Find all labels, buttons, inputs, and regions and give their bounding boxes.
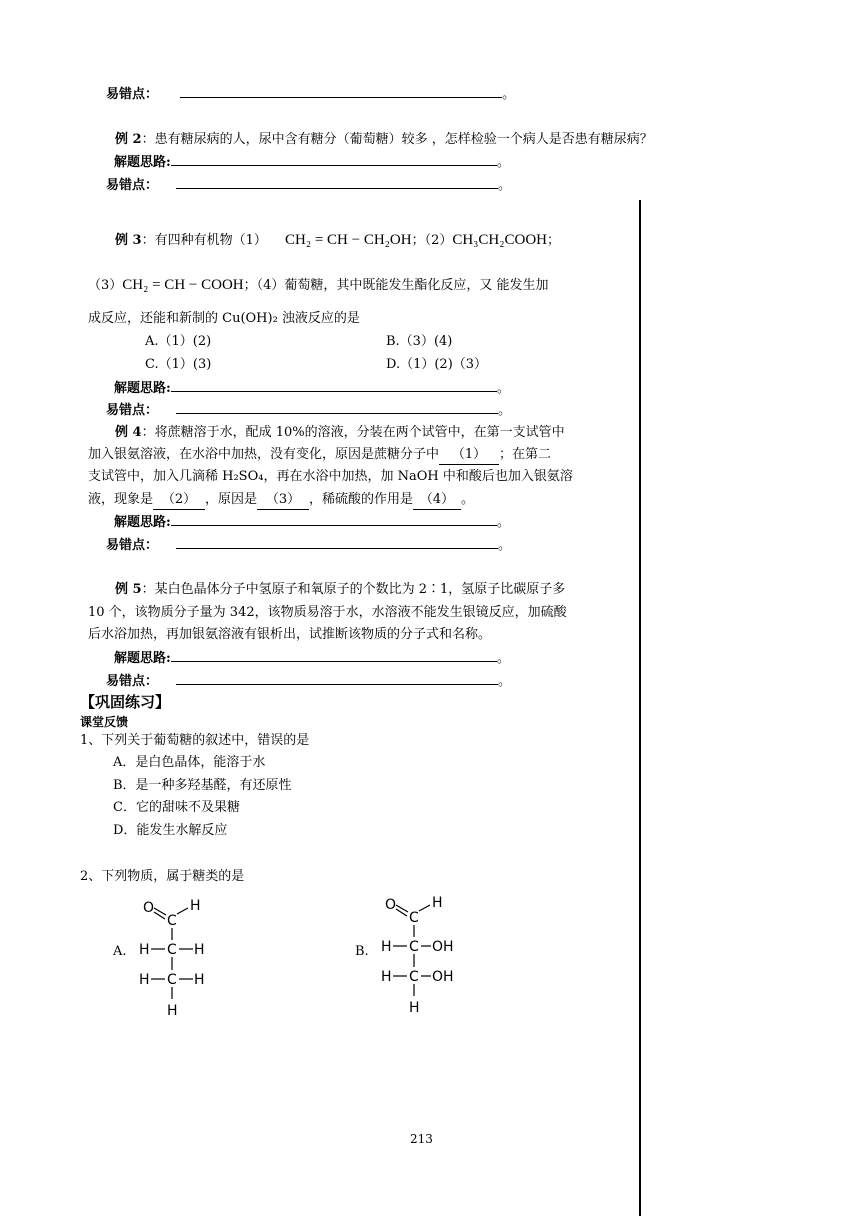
- mol-a-o: O: [143, 900, 155, 916]
- mol-b-c1: C: [409, 910, 419, 926]
- mol-b-oh2: OH: [432, 969, 454, 985]
- example4-line1: 例 4：将蔗糖溶于水，配成 10%的溶液，分装在两个试管中，在第一支试管中: [115, 425, 565, 440]
- mol-a-h1-left: H: [139, 942, 150, 958]
- formula-3: CH₂ = CH − COOH: [122, 277, 244, 293]
- blank-2: （2）: [153, 491, 205, 510]
- mol-a-h-bottom: H: [167, 1003, 178, 1019]
- example3-line1: 例 3：有四种有机物（1） CH₂ = CH − CH₂OH；（2）CH₃CH₂COOH；: [115, 232, 560, 248]
- example5-line1: 例 5：某白色晶体分子中氢原子和氧原子的个数比为 2∶1，氢原子比碳原子多: [115, 582, 566, 597]
- mol-a-c3: C: [167, 972, 177, 988]
- mol-a-h2-left: H: [139, 972, 150, 988]
- mol-b-h2-left: H: [381, 969, 392, 985]
- mol-b-h-top: H: [432, 895, 443, 911]
- example2-approach: 解题思路: 。: [114, 155, 510, 170]
- example2-mistakes: 易错点： 。: [106, 178, 512, 193]
- example4-label: 例 4: [115, 425, 142, 440]
- question-1: 1、下列关于葡萄糖的叙述中，错误的是: [80, 733, 310, 748]
- example2-label: 例 2: [115, 132, 142, 147]
- mol-b-h-bottom: H: [409, 1000, 420, 1016]
- mistakes-label: 易错点：: [106, 87, 159, 102]
- mol-a-h1-right: H: [194, 942, 205, 958]
- page-number: 213: [410, 1132, 433, 1146]
- example5-mistakes: 易错点： 。: [106, 674, 512, 689]
- example3-option-b: B.（3）(4): [386, 334, 453, 349]
- example3-option-d: D.（1）(2)（3）: [386, 357, 488, 372]
- example3-option-a: A.（1）(2): [145, 334, 212, 349]
- q1-option-d: D．能发生水解反应: [113, 823, 228, 838]
- blank-4: （4）: [413, 491, 461, 510]
- q1-option-b: B．是一种多羟基醛，有还原性: [113, 778, 292, 793]
- question-2: 2、下列物质，属于糖类的是: [80, 869, 245, 884]
- example4-line2: 加入银氨溶液，在水浴中加热，没有变化，原因是蔗糖分子中 （1） ；在第二: [88, 446, 551, 465]
- example3-option-c: C.（1）(3): [145, 357, 212, 372]
- example5-line2: 10 个，该物质分子量为 342，该物质易溶于水，水溶液不能发生银镜反应，加硫酸: [88, 605, 567, 620]
- q1-option-a: A．是白色晶体，能溶于水: [113, 755, 266, 770]
- q1-option-c: C．它的甜味不及果糖: [113, 800, 240, 815]
- margin-rule: [639, 200, 641, 1216]
- mol-b-o: O: [385, 897, 397, 913]
- mol-a-c1: C: [167, 913, 177, 929]
- molecule-b-diagram: [377, 890, 467, 1018]
- example3-mistakes: 易错点： 。: [106, 403, 512, 418]
- mol-b-c3: C: [409, 969, 419, 985]
- mol-b-oh1: OH: [432, 939, 454, 955]
- example5-label: 例 5: [115, 582, 142, 597]
- formula-2: CH₃CH₂COOH: [452, 232, 547, 248]
- example3-line2: （3）CH₂ = CH − COOH；（4）葡萄糖，其中既能发生酯化反应，又 能发生加: [88, 277, 549, 293]
- blank-3: （3）: [257, 491, 309, 510]
- example2-question: 例 2：患有糖尿病的人，尿中含有糖分（葡萄糖）较多 ，怎样检验一个病人是否患有糖尿病？: [115, 132, 653, 147]
- practice-heading: 【巩固练习】: [80, 693, 171, 711]
- example5-approach: 解题思路: 。: [114, 651, 510, 666]
- molecule-a-diagram: [135, 893, 225, 1021]
- example4-approach: 解题思路: 。: [114, 515, 510, 530]
- example5-line3: 后水浴加热，再加银氨溶液有银析出，试推断该物质的分子式和名称。: [88, 627, 492, 642]
- example3-approach: 解题思路: 。: [114, 381, 510, 396]
- mol-a-c2: C: [167, 942, 177, 958]
- example3-label: 例 3: [115, 233, 142, 248]
- blank-1: （1）: [439, 446, 499, 465]
- q2-option-a-label: A.: [113, 944, 127, 959]
- formula-1: CH₂ = CH − CH₂OH: [285, 232, 412, 248]
- mol-a-h2-right: H: [194, 972, 205, 988]
- example4-line4: 液，现象是 （2） ，原因是 （3） ，稀硫酸的作用是 （4） 。: [88, 491, 474, 510]
- q2-option-b-label: B.: [355, 944, 369, 959]
- practice-subheading: 课堂反馈: [80, 715, 129, 729]
- mistakes-line-top: 易错点： 。: [106, 87, 516, 102]
- example4-line3: 支试管中，加入几滴稀 H₂SO₄，再在水浴中加热，加 NaOH 中和酸后也加入银氨溶: [88, 469, 573, 484]
- mol-b-c2: C: [409, 939, 419, 955]
- mol-b-h1-left: H: [381, 939, 392, 955]
- mol-a-h-top: H: [190, 898, 201, 914]
- example4-mistakes: 易错点： 。: [106, 538, 512, 553]
- example3-line3: 成反应，还能和新制的 Cu(OH)₂ 浊液反应的是: [88, 311, 360, 326]
